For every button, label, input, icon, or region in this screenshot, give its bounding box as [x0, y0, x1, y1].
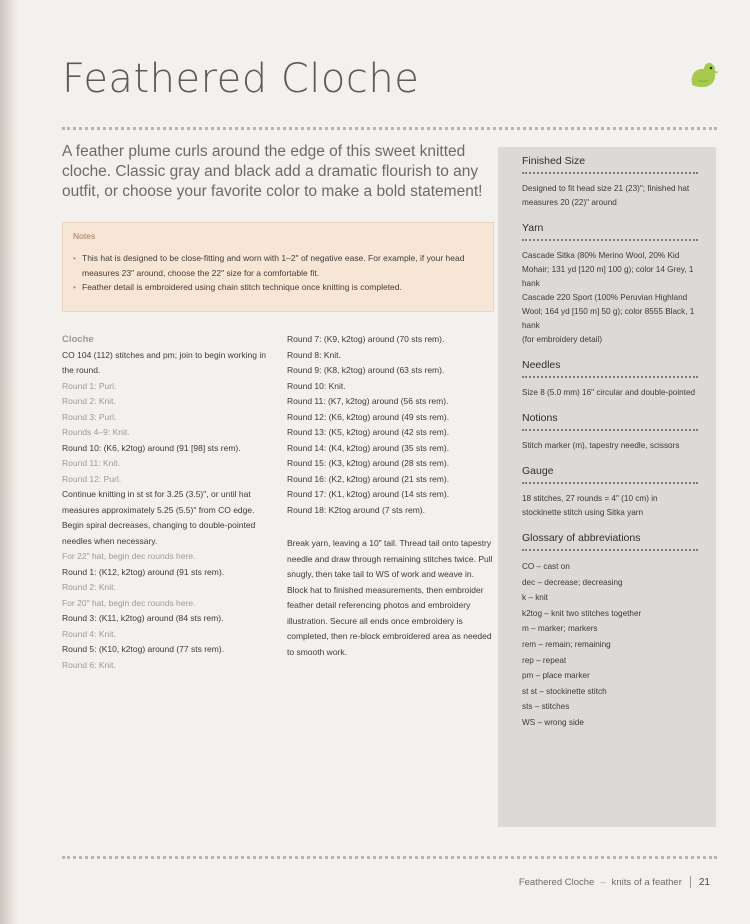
notes-list — [73, 251, 483, 295]
gauge-section — [522, 465, 698, 520]
finished-size-section — [522, 155, 698, 210]
finished-size-text: Designed to fit head size 21 (23)"; finished hat measures 20 (22)" around — [522, 184, 690, 207]
pattern-column-middle — [287, 332, 497, 660]
yarn-text-1: Cascade Sitka (80% Merino Wool, 20% Kid Mohair; 131 yd [120 m] 100 g); color 14 Grey, 1 hank — [522, 251, 694, 288]
notes-title: Notes — [73, 231, 96, 241]
notes-item: • Feather detail is embroidered using chain stitch technique once knitting is completed. — [73, 280, 483, 295]
pattern-line: Round 10: Knit. — [287, 380, 346, 391]
needles-heading: Needles — [522, 359, 698, 378]
glossary-item: m – marker; markers — [522, 624, 598, 634]
pattern-line: Round 11: (K7, k2tog) around (56 sts rem). — [287, 396, 449, 406]
pattern-line: Round 7: (K9, k2tog) around (70 sts rem). — [287, 334, 445, 344]
notes-item: • This hat is designed to be close-fitting and worn with 1–2" of negative ease. For example, if your head measures 23" around, choose the 22" size for a comfortable fit. — [73, 251, 483, 280]
pattern-line: Round 1: Purl. — [62, 380, 117, 391]
pattern-column-left — [62, 332, 272, 673]
pattern-line: CO 104 (112) stitches and pm; join to begin working in the round. — [62, 349, 266, 375]
needles-section — [522, 359, 698, 400]
pattern-line: For 22" hat, begin dec rounds here. — [62, 551, 196, 561]
page-footer — [519, 876, 710, 888]
pattern-line: Round 2: Knit. — [62, 582, 116, 592]
pattern-line: Round 2: Knit. — [62, 396, 116, 406]
footer-page-divider — [690, 876, 691, 888]
glossary-heading: Glossary of abbreviations — [522, 532, 698, 551]
pattern-line: Round 18: K2tog around (7 sts rem). — [287, 504, 425, 515]
gauge-heading: Gauge — [522, 465, 698, 484]
pattern-line: Round 6: Knit. — [62, 659, 116, 670]
pattern-line: Round 17: (K1, k2tog) around (14 sts rem). — [287, 489, 450, 499]
pattern-line: Round 14: (K4, k2tog) around (35 sts rem). — [287, 442, 450, 453]
pattern-line: Round 8: Knit. — [287, 349, 341, 360]
yarn-section — [522, 222, 698, 347]
pattern-line: Round 12: (K6, k2tog) around (49 sts rem). — [287, 411, 450, 422]
notions-section — [522, 412, 698, 453]
glossary-item: rem – remain; remaining — [522, 639, 611, 649]
glossary-section — [522, 532, 698, 731]
pattern-line: Round 12: Purl. — [62, 473, 122, 484]
pattern-line: Continue knitting in st st for 3.25 (3.5)", or until hat measures approximately 5.25 (5.5)" from CO edge. Begin spiral decreases, changing to double-pointed needles when necessary. — [62, 489, 256, 546]
glossary-item: k – knit — [522, 593, 548, 603]
glossary-item: k2tog – knit two stitches together — [522, 608, 642, 618]
pattern-line: Round 3: (K11, k2tog) around (84 sts rem). — [62, 613, 224, 623]
page-number: 21 — [698, 876, 710, 888]
pattern-line: For 20" hat, begin dec rounds here. — [62, 597, 196, 608]
pattern-line: Rounds 4–9: Knit. — [62, 427, 130, 437]
pattern-line: Round 5: (K10, k2tog) around (77 sts rem). — [62, 644, 225, 654]
bird-icon — [685, 58, 721, 94]
footer-book-title: knits of a feather — [611, 876, 682, 888]
notes-box — [62, 222, 494, 312]
page-title: Feathered Cloche — [62, 56, 420, 102]
pattern-heading: Cloche — [62, 334, 94, 345]
materials-sidebar — [498, 147, 716, 827]
pattern-line: Round 13: (K5, k2tog) around (42 sts rem). — [287, 427, 450, 437]
pattern-line: Round 4: Knit. — [62, 628, 116, 639]
glossary-item: sts – stitches — [522, 702, 570, 712]
pattern-line: Round 15: (K3, k2tog) around (28 sts rem). — [287, 458, 450, 468]
glossary-item: dec – decrease; decreasing — [522, 577, 623, 587]
yarn-text-2: Cascade 220 Sport (100% Peruvian Highland Wool; 164 yd [150 m] 50 g); color 8555 Black, 1 hank — [522, 293, 695, 330]
page-gutter-shadow — [0, 0, 18, 924]
glossary-item: rep – repeat — [522, 655, 567, 665]
finishing-paragraph: Break yarn, leaving a 10" tail. Thread tail onto tapestry needle and draw through remaining stitches twice. Pull snugly, then take tail to WS of work and weave in. Block hat to finished measurements, then embroider feather detail referencing photos and embroidery illustration. Secure all ends once embroidery is completed, then re-block embroidered area as needed to smooth work. — [287, 538, 493, 657]
pattern-line: Round 9: (K8, k2tog) around (63 sts rem). — [287, 365, 445, 375]
footer-separator: – — [600, 876, 606, 888]
glossary-item: pm – place marker — [522, 671, 590, 681]
title-divider — [62, 127, 717, 130]
pattern-line: Round 10: (K6, k2tog) around (91 [98] sts rem). — [62, 442, 241, 453]
footer-pattern-title: Feathered Cloche — [518, 876, 595, 888]
notions-heading: Notions — [522, 412, 698, 431]
glossary-item: CO – cast on — [522, 562, 570, 571]
footer-divider — [62, 856, 717, 859]
yarn-heading: Yarn — [522, 222, 698, 241]
notions-text: Stitch marker (m), tapestry needle, scissors — [522, 441, 680, 450]
glossary-item: WS – wrong side — [522, 717, 584, 727]
needles-text: Size 8 (5.0 mm) 16" circular and double-pointed — [522, 388, 696, 397]
pattern-line: Round 3: Purl. — [62, 411, 117, 422]
pattern-line: Round 1: (K12, k2tog) around (91 sts rem). — [62, 566, 225, 577]
yarn-text-3: (for embroidery detail) — [522, 335, 603, 344]
finished-size-heading: Finished Size — [522, 155, 698, 174]
glossary-item: st st – stockinette stitch — [522, 686, 607, 696]
intro-paragraph: A feather plume curls around the edge of this sweet knitted cloche. Classic gray and black add a dramatic flourish to any outfit, or choose your favorite color to make a bold statement! — [62, 143, 483, 200]
pattern-line: Round 16: (K2, k2tog) around (21 sts rem). — [287, 473, 450, 484]
gauge-text: 18 stitches, 27 rounds = 4" (10 cm) in stockinette stitch using Sitka yarn — [522, 494, 658, 517]
pattern-line: Round 11: Knit. — [62, 458, 120, 468]
